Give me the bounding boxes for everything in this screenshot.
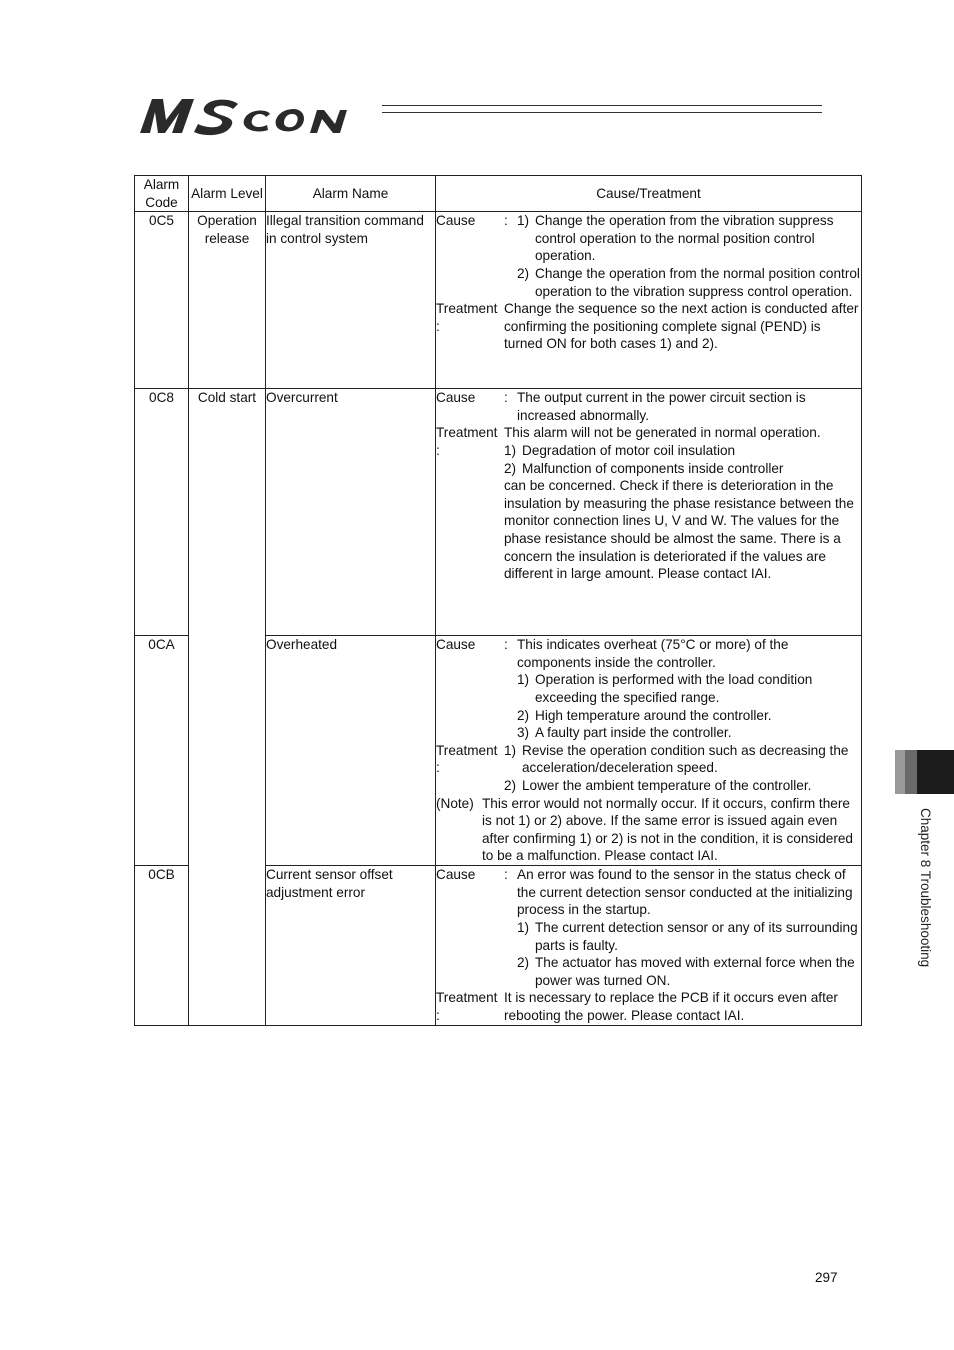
alarm-level-operation-release: Operation release [189, 212, 266, 389]
colon: : [504, 213, 508, 229]
cause-treatment [436, 866, 862, 1025]
list-item: 2) Change the operation from the normal position control operation to the vibration suppress control operation. [517, 265, 860, 299]
alarm-name: Illegal transition command in control system [266, 212, 436, 389]
chapter-tab-light [895, 750, 905, 794]
alarm-name: Overheated [266, 636, 436, 866]
cause-treatment [436, 389, 862, 636]
table-row [135, 389, 862, 636]
alarm-code: 0C8 [135, 389, 189, 636]
list-item: 1) The current detection sensor or any of its surrounding parts is faulty. [517, 919, 858, 953]
page-number: 297 [815, 1270, 838, 1285]
cause-label: Cause [436, 390, 476, 406]
cause-block: Cause : An error was found to the sensor in the status check of the current detection sensor conducted at the initializing process in the startup. 1) The current detection sensor or any of its surrounding parts is faulty. 2) The actuator has moved with external force when the power was turned ON. [436, 866, 861, 989]
table-header-row [135, 176, 862, 212]
alarm-table [134, 175, 862, 1026]
cause-treatment [436, 212, 862, 389]
list-item: 2) Lower the ambient temperature of the controller. [504, 777, 812, 793]
chapter-tab-mid [905, 750, 917, 794]
cause-block: Cause : This indicates overheat (75°C or more) of the components inside the controller. 1) Operation is performed with the load condition exceeding the specified range. 2) High temperature around the controller. 3) A faulty part inside the controller. [436, 636, 861, 742]
header-cause-treatment: Cause/Treatment [436, 176, 862, 212]
alarm-name: Overcurrent [266, 389, 436, 636]
mscon-logo [136, 92, 368, 138]
cause-label: Cause [436, 637, 476, 653]
header-alarm-level: Alarm Level [189, 176, 266, 212]
chapter-label: Chapter 8 Troubleshooting [918, 808, 933, 968]
treatment-block [436, 742, 861, 795]
alarm-name: Current sensor offset adjustment error [266, 866, 436, 1025]
note-block: (Note) This error would not normally occur. If it occurs, confirm there is not 1) or 2) above. If the same error is issued again even after confirming 1) or 2) is not in the condition, it is considered to be a malfunction. Please contact IAI. [436, 795, 853, 864]
treatment-block: Treatment : Change the sequence so the next action is conducted after confirming the positioning complete signal (PEND) is turned ON for both cases 1) and 2). [436, 301, 859, 352]
table-row [135, 212, 862, 389]
alarm-code: 0CA [135, 636, 189, 866]
treatment-block: Treatment : It is necessary to replace the PCB if it occurs even after rebooting the power. Please contact IAI. [436, 990, 838, 1023]
list-item: 2) High temperature around the controller. [517, 707, 772, 723]
treatment-label: Treatment : [436, 301, 498, 334]
note-label: (Note) [436, 795, 474, 811]
cause-block [436, 212, 861, 300]
list-item: 2) Malfunction of components inside controller [504, 460, 784, 476]
cause-block: Cause : The output current in the power circuit section is increased abnormally. [436, 390, 806, 423]
treatment-label: Treatment : [436, 990, 498, 1023]
list-item: 3) A faulty part inside the controller. [517, 725, 732, 741]
chapter-tab-dark [917, 750, 954, 794]
treatment-block: Treatment : This alarm will not be generated in normal operation. 1) Degradation of motor coil insulation 2) Malfunction of components inside controller can be concerned. Check if there is deterioration in the insulation by measuring the phase resistance between the monitor connection lines U, V and W. The values for the phase resistance should be almost the same. There is a concern the insulation is deteriorated if the values are different in large amount. Please contact IAI. [436, 424, 861, 582]
treatment-label: Treatment : [436, 742, 498, 776]
list-item: 1) Operation is performed with the load condition exceeding the specified range. [517, 672, 813, 705]
list-item: 2) The actuator has moved with external force when the power was turned ON. [517, 955, 855, 988]
header-rule-top [382, 105, 822, 106]
alarm-level-cold-start: Cold start [189, 389, 266, 1025]
header-rule-bottom [382, 112, 822, 113]
header-alarm-code: Alarm Code [135, 176, 189, 212]
alarm-code: 0CB [135, 866, 189, 1025]
list-item: 1) Change the operation from the vibration suppress control operation to the normal position control operation. [517, 213, 834, 264]
treatment-label: Treatment : [436, 425, 498, 458]
header-alarm-name: Alarm Name [266, 176, 436, 212]
alarm-code: 0C5 [135, 212, 189, 389]
cause-label: Cause [436, 213, 476, 229]
cause-label: Cause [436, 867, 476, 883]
cause-treatment [436, 636, 862, 866]
list-item: 1) Degradation of motor coil insulation [504, 442, 736, 458]
list-item: 1) Revise the operation condition such as decreasing the acceleration/deceleration speed. [504, 742, 849, 776]
